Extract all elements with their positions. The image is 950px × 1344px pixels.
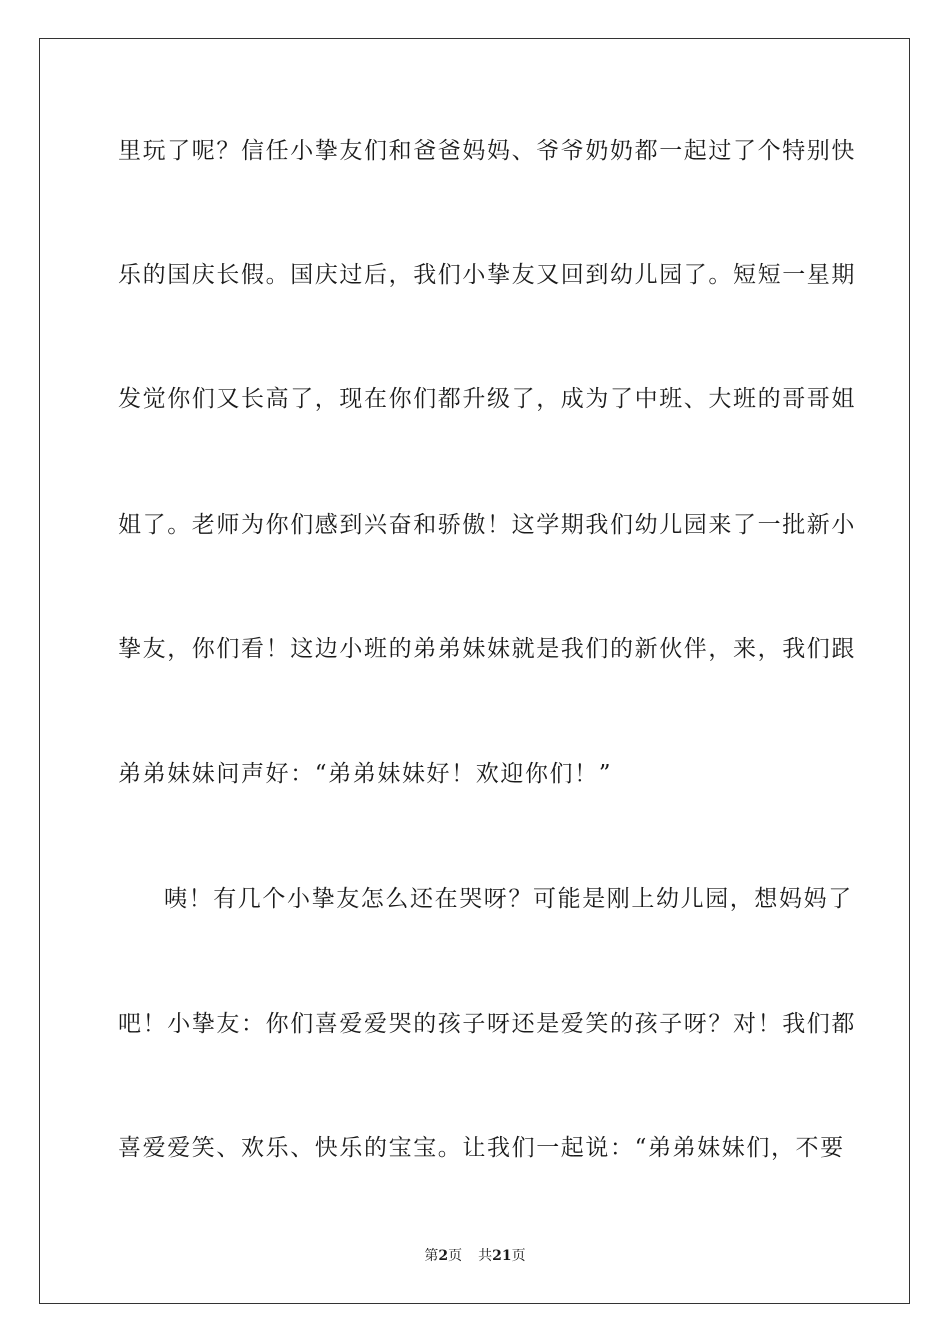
footer-page-prefix: 第 bbox=[424, 1248, 439, 1264]
page-footer bbox=[0, 1246, 950, 1266]
footer-total-suffix: 页 bbox=[511, 1248, 526, 1264]
text-line-6: 弟弟妹妹问声好：“弟弟妹妹好！欢迎你们！” bbox=[118, 761, 613, 787]
text-line-9: 喜爱爱笑、欢乐、快乐的宝宝。让我们一起说：“弟弟妹妹们，不要 bbox=[118, 1135, 845, 1161]
footer-total-pages: 21 bbox=[492, 1248, 512, 1264]
text-line-7-paragraph-start: 咦！有几个小挚友怎么还在哭呀？可能是刚上幼儿园，想妈妈了 bbox=[164, 886, 853, 912]
page-border bbox=[39, 38, 910, 1304]
text-line-3: 发觉你们又长高了，现在你们都升级了，成为了中班、大班的哥哥姐 bbox=[118, 386, 856, 412]
text-line-2: 乐的国庆长假。国庆过后，我们小挚友又回到幼儿园了。短短一星期 bbox=[118, 262, 856, 288]
text-line-4: 姐了。老师为你们感到兴奋和骄傲！这学期我们幼儿园来了一批新小 bbox=[118, 512, 856, 538]
text-line-1: 里玩了呢？信任小挚友们和爸爸妈妈、爷爷奶奶都一起过了个特别快 bbox=[118, 138, 856, 164]
text-line-8: 吧！小挚友：你们喜爱爱哭的孩子呀还是爱笑的孩子呀？对！我们都 bbox=[118, 1011, 856, 1037]
footer-page-number: 2 bbox=[438, 1248, 449, 1264]
footer-total-prefix: 共 bbox=[478, 1248, 493, 1264]
text-line-5: 挚友，你们看！这边小班的弟弟妹妹就是我们的新伙伴，来，我们跟 bbox=[118, 636, 856, 662]
footer-page-suffix: 页 bbox=[448, 1248, 463, 1264]
